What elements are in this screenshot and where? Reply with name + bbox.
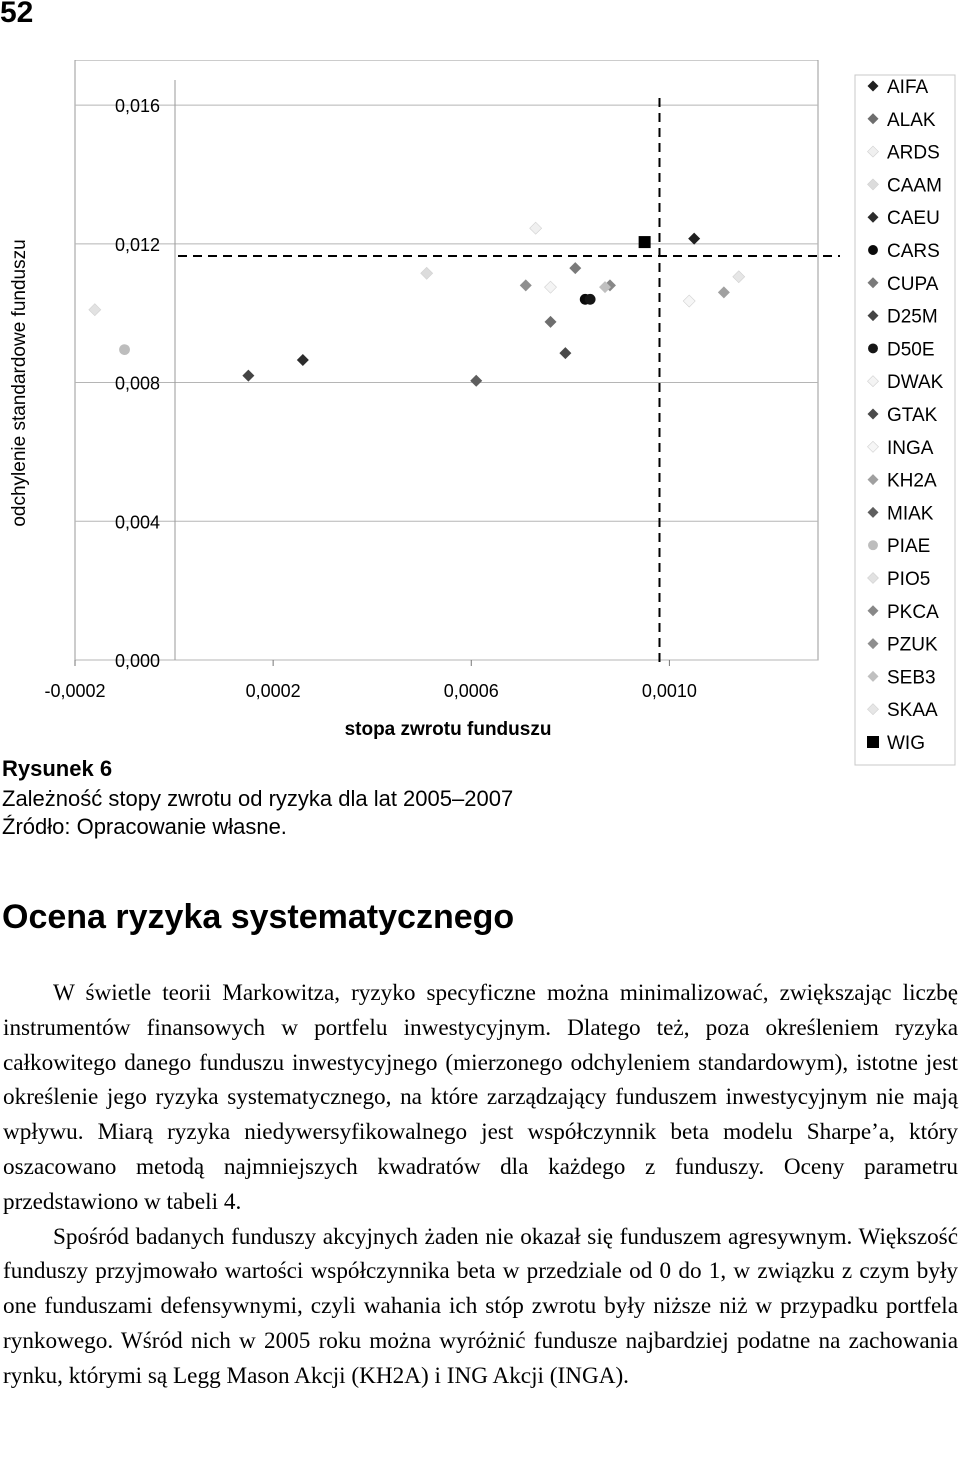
y-tick-label: 0,000	[114, 651, 160, 671]
legend-label-alak: ALAK	[887, 109, 936, 131]
figure-number: Rysunek 6	[2, 756, 113, 781]
legend-label-pio5: PIO5	[887, 569, 931, 590]
figure-title: Zależność stopy zwrotu od ryzyka dla lat 2005–2007	[2, 786, 514, 811]
legend-marker-d50e	[868, 343, 878, 353]
legend-marker-alak	[868, 113, 879, 124]
legend-label-kh2a: KH2A	[887, 470, 937, 492]
data-point-cupa	[569, 262, 581, 274]
y-axis-label: odchylenie standardowe funduszu	[9, 239, 30, 527]
page-number: 52	[0, 0, 34, 29]
legend-label-d25m: D25M	[887, 306, 938, 328]
y-tick-label: 0,016	[114, 96, 160, 117]
legend-marker-pkca	[868, 605, 879, 616]
legend-marker-cupa	[868, 277, 879, 288]
legend-label-aifa: AIFA	[887, 77, 929, 98]
legend-label-gtak: GTAK	[887, 405, 938, 426]
legend-marker-inga	[868, 441, 879, 452]
legend-marker-miak	[868, 507, 879, 518]
legend-marker-kh2a	[868, 474, 879, 485]
legend-label-piae: PIAE	[887, 536, 931, 558]
legend-marker-caam	[868, 179, 879, 190]
data-point-dwak	[545, 281, 557, 293]
legend-label-d50e: D50E	[887, 339, 935, 361]
legend-marker-pzuk	[868, 638, 879, 649]
data-point-skaa	[733, 271, 745, 283]
data-point-miak	[470, 375, 482, 387]
paragraph: Spośród badanych funduszy akcyjnych żaden nie okazał się funduszem agresywnym. Większość funduszy przyjmowało wartości współczynnika beta w przedziale od 0 do 1, w związku z czym były one funduszami defensywnymi, czyli wahania ich stóp zwrotu były niższe niż w przypadku portfela rynkowego. Wśród nich w 2005 roku można wyróżnić fundusze najbardziej podatne na zachowania rynku, którymi są Legg Mason Akcji (KH2A) i ING Akcji (INGA).	[3, 1223, 958, 1389]
x-tick-label: 0,0002	[245, 681, 301, 701]
data-point-wig	[639, 236, 651, 248]
section-heading: Ocena ryzyka systematycznego	[2, 898, 515, 936]
legend-label-wig: WIG	[887, 733, 925, 754]
data-point-caam	[421, 267, 433, 279]
data-point-pio5	[89, 304, 101, 316]
data-point-gtak	[559, 347, 571, 359]
x-tick-label: 0,0010	[641, 681, 697, 701]
x-tick-label: -0,0002	[44, 681, 106, 701]
x-axis-label: stopa zwrotu funduszu	[344, 719, 552, 740]
legend-marker-skaa	[868, 704, 879, 715]
data-point-d25m	[242, 370, 254, 382]
legend-label-caeu: CAEU	[887, 208, 940, 230]
legend-label-dwak: DWAK	[887, 372, 944, 394]
y-tick-label: 0,004	[114, 512, 160, 533]
legend-label-cars: CARS	[887, 241, 940, 262]
legend-marker-piae	[868, 540, 878, 550]
legend-marker-dwak	[868, 376, 879, 387]
legend-label-caam: CAAM	[887, 175, 942, 197]
legend-marker-wig	[867, 736, 879, 748]
legend-marker-seb3	[868, 671, 879, 682]
legend-marker-ards	[868, 146, 879, 157]
data-point-aifa	[688, 233, 700, 245]
legend-label-seb3: SEB3	[887, 667, 936, 689]
data-point-alak	[545, 316, 557, 328]
legend-marker-aifa	[868, 81, 879, 92]
figure-source: Źródło: Opracowanie własne.	[2, 814, 287, 839]
y-tick-label: 0,008	[114, 373, 160, 394]
legend-label-miak: MIAK	[887, 503, 934, 525]
legend-label-ards: ARDS	[887, 142, 940, 164]
legend-label-skaa: SKAA	[887, 700, 938, 722]
plot-frame	[75, 60, 818, 660]
y-tick-label: 0,012	[114, 234, 160, 255]
legend-marker-gtak	[868, 409, 879, 420]
data-point-inga	[683, 295, 695, 307]
legend-label-pzuk: PZUK	[887, 634, 938, 656]
scatter-chart	[0, 60, 960, 770]
chart-canvas	[0, 60, 960, 770]
paragraph: W świetle teorii Markowitza, ryzyko specyficzne można minimalizować, zwiększając liczbę instrumentów finansowych w portfelu inwestycyjnym. Dlatego też, poza określeniem ryzyka całkowitego danego funduszu inwestycyjnego (mierzonego odchyleniem standardowym), istotne jest określenie jego ryzyka systematycznego, na które zarządzający funduszem inwestycyjnym nie mają wpływu. Miarą ryzyka niedywersyfikowalnego jest współczynnik beta modelu Sharpe’a, który oszacowano metodą najmniejszych kwadratów dla każdego z funduszy. Oceny parametru przedstawiono w tabeli 4.	[3, 980, 958, 1215]
data-point-kh2a	[718, 286, 730, 298]
data-point-caeu	[297, 354, 309, 366]
legend-label-inga: INGA	[887, 437, 934, 459]
legend-marker-cars	[868, 245, 878, 255]
x-tick-label: 0,0006	[443, 681, 499, 701]
data-point-ards	[530, 222, 542, 234]
legend-label-pkca: PKCA	[887, 601, 939, 623]
legend-marker-caeu	[868, 212, 879, 223]
body-text	[3, 976, 958, 1394]
legend-marker-pio5	[868, 573, 879, 584]
legend-label-cupa: CUPA	[887, 273, 939, 295]
legend-marker-d25m	[868, 310, 879, 321]
data-point-d50e	[585, 294, 596, 305]
data-point-piae	[119, 344, 130, 355]
data-point-pzuk	[520, 279, 532, 291]
